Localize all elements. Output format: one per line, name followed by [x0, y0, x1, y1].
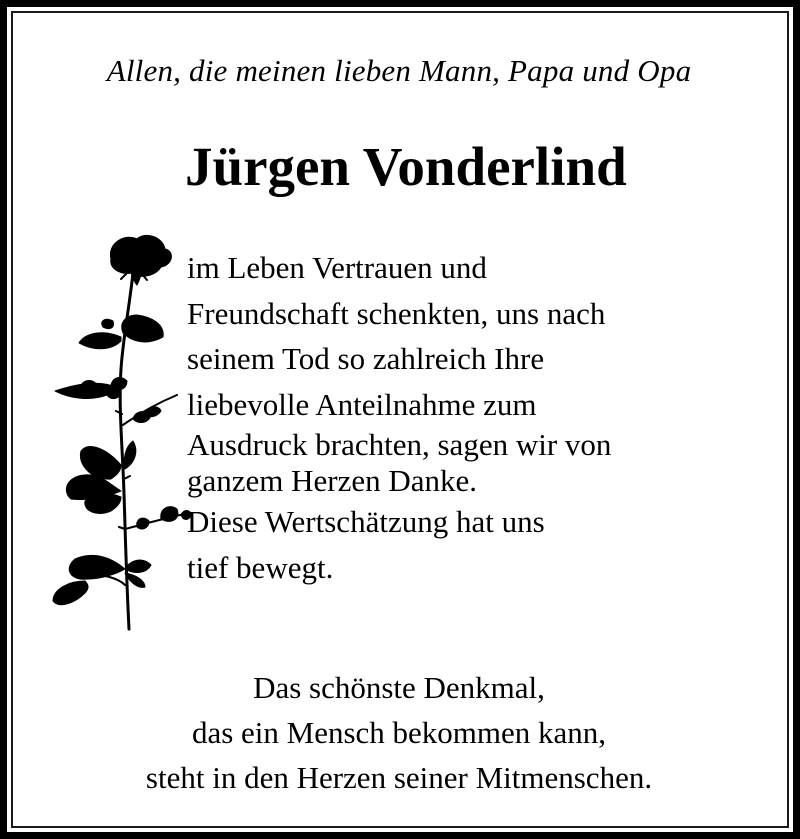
memorial-quote — [13, 665, 785, 800]
thanks-line: im Leben Vertrauen und — [187, 250, 487, 285]
thanks-line: Diese Wertschätzung hat uns — [187, 504, 545, 539]
quote-line: das ein Mensch bekommen kann, — [191, 715, 607, 750]
quote-line: Das schönste Denkmal, — [253, 670, 545, 705]
quote-line: steht in den Herzen seiner Mitmenschen. — [145, 760, 653, 795]
thanks-line: Freundschaft schenkten, uns nach — [187, 295, 606, 331]
deceased-name: Jürgen Vonderlind — [185, 136, 627, 197]
notice-outer-border — [7, 7, 793, 832]
notice-card — [11, 11, 789, 828]
thanks-line: ganzem Herzen Danke. — [187, 463, 478, 498]
thanks-line: Ausdruck brachten, sagen wir von — [187, 427, 612, 462]
thanks-text — [187, 245, 611, 590]
thanks-line: seinem Tod so zahlreich Ihre — [187, 341, 545, 376]
intro-text: Allen, die meinen lieben Mann, Papa und Opa — [106, 53, 692, 88]
thanks-line: liebevolle Anteilnahme zum — [187, 386, 537, 422]
thanks-line: tief bewegt. — [187, 549, 334, 585]
rose-icon — [41, 229, 191, 633]
